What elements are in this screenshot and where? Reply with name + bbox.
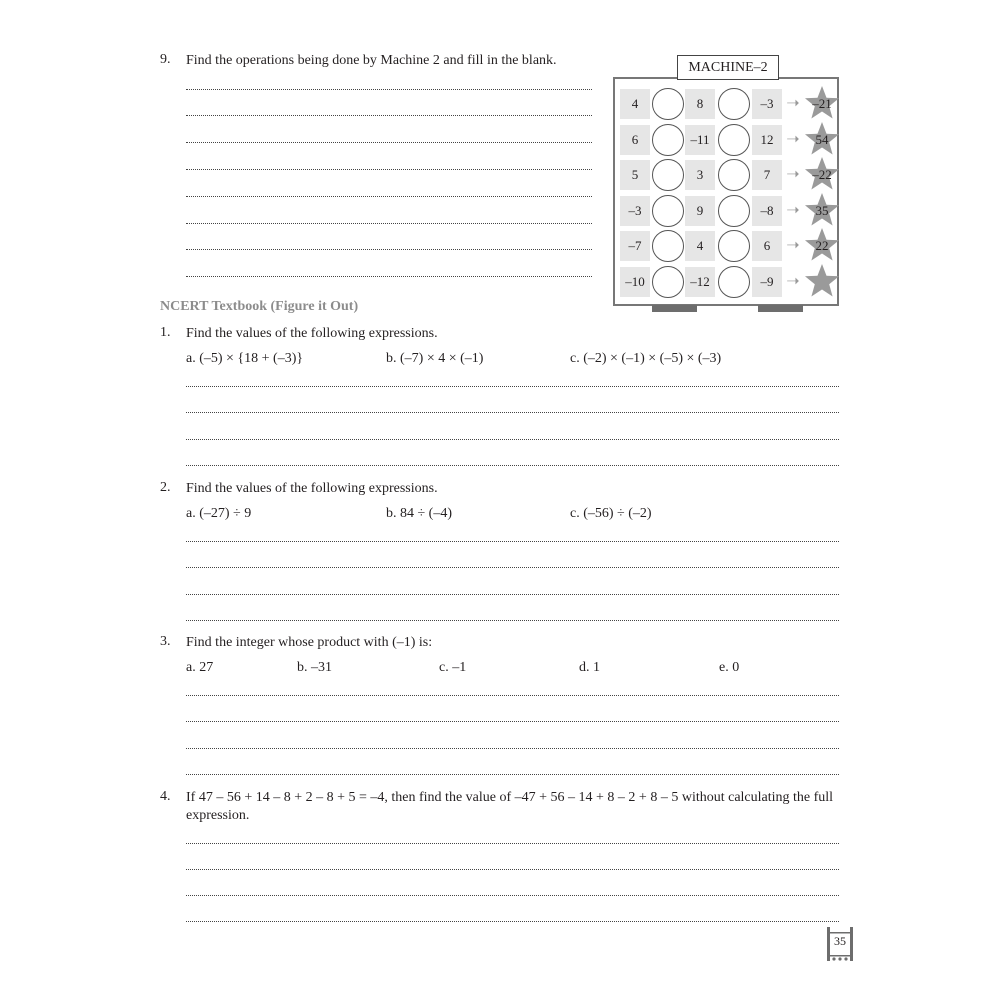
result-value: –21 bbox=[812, 96, 832, 111]
operation-circle-1[interactable] bbox=[652, 195, 684, 227]
question-3-option-c: c. –1 bbox=[439, 660, 467, 675]
input-c: 6 bbox=[752, 231, 782, 261]
star-icon bbox=[804, 263, 840, 299]
arrow-right-icon: ➝ bbox=[786, 272, 800, 290]
input-b: 9 bbox=[685, 196, 715, 226]
machine-row bbox=[620, 89, 840, 119]
answer-line[interactable] bbox=[186, 142, 592, 143]
input-b: –11 bbox=[685, 125, 715, 155]
question-9-text: Find the operations being done by Machine 2 and fill in the blank. bbox=[186, 53, 557, 68]
machine-row bbox=[620, 267, 840, 297]
answer-line[interactable] bbox=[186, 567, 839, 568]
question-1-option-c: c. (–2) × (–1) × (–5) × (–3) bbox=[570, 351, 722, 366]
question-2-option-c: c. (–56) ÷ (–2) bbox=[570, 506, 652, 521]
input-c: 12 bbox=[752, 125, 782, 155]
input-c: –9 bbox=[752, 267, 782, 297]
question-3-option-b: b. –31 bbox=[297, 660, 332, 675]
result-star bbox=[804, 156, 840, 192]
operation-circle-2[interactable] bbox=[718, 195, 750, 227]
question-3-option-e: e. 0 bbox=[719, 660, 740, 675]
answer-line[interactable] bbox=[186, 196, 592, 197]
operation-circle-1[interactable] bbox=[652, 230, 684, 262]
input-b: 4 bbox=[685, 231, 715, 261]
arrow-right-icon: ➝ bbox=[786, 237, 800, 254]
input-a: 4 bbox=[620, 89, 650, 119]
answer-line[interactable] bbox=[186, 594, 839, 595]
operation-circle-1[interactable] bbox=[652, 124, 684, 156]
result-value: –22 bbox=[812, 167, 832, 182]
answer-line[interactable] bbox=[186, 695, 839, 696]
question-1-number: 1. bbox=[160, 325, 171, 340]
input-a: 5 bbox=[620, 160, 650, 190]
answer-line[interactable] bbox=[186, 386, 839, 387]
arrow-right-icon: ➝ bbox=[786, 166, 800, 183]
result-star bbox=[804, 121, 840, 157]
arrow-right-icon: ➝ bbox=[786, 95, 800, 112]
answer-line[interactable] bbox=[186, 721, 839, 722]
answer-line[interactable] bbox=[186, 541, 839, 542]
question-1-text: Find the values of the following expressions. bbox=[186, 326, 438, 341]
answer-line[interactable] bbox=[186, 620, 839, 621]
question-4-number: 4. bbox=[160, 789, 171, 804]
input-a: 6 bbox=[620, 125, 650, 155]
answer-line[interactable] bbox=[186, 774, 839, 775]
section-title: NCERT Textbook (Figure it Out) bbox=[160, 299, 359, 314]
answer-line[interactable] bbox=[186, 869, 839, 870]
input-c: –8 bbox=[752, 196, 782, 226]
input-b: 3 bbox=[685, 160, 715, 190]
answer-line[interactable] bbox=[186, 748, 839, 749]
answer-line[interactable] bbox=[186, 439, 839, 440]
question-3-text: Find the integer whose product with (–1) is: bbox=[186, 635, 433, 650]
answer-line[interactable] bbox=[186, 249, 592, 250]
result-star bbox=[804, 192, 840, 228]
question-2-text: Find the values of the following expressions. bbox=[186, 481, 438, 496]
operation-circle-2[interactable] bbox=[718, 124, 750, 156]
machine-2-label: MACHINE–2 bbox=[677, 55, 779, 80]
operation-circle-1[interactable] bbox=[652, 159, 684, 191]
input-b: –12 bbox=[685, 267, 715, 297]
question-9-number: 9. bbox=[160, 52, 171, 67]
machine-row bbox=[620, 160, 840, 190]
question-2-number: 2. bbox=[160, 480, 171, 495]
answer-line[interactable] bbox=[186, 921, 839, 922]
question-4-text: If 47 – 56 + 14 – 8 + 2 – 8 + 5 = –4, then find the value of –47 + 56 – 14 + 8 – 2 + 8 – 5 without calculating the full expression. bbox=[186, 790, 834, 823]
question-2-option-a: a. (–27) ÷ 9 bbox=[186, 506, 252, 521]
operation-circle-2[interactable] bbox=[718, 88, 750, 120]
question-1-option-b: b. (–7) × 4 × (–1) bbox=[386, 351, 484, 366]
answer-line[interactable] bbox=[186, 115, 592, 116]
answer-line[interactable] bbox=[186, 843, 839, 844]
page-number-badge bbox=[826, 926, 854, 962]
input-c: –3 bbox=[752, 89, 782, 119]
question-2-option-b: b. 84 ÷ (–4) bbox=[386, 506, 453, 521]
operation-circle-2[interactable] bbox=[718, 230, 750, 262]
operation-circle-2[interactable] bbox=[718, 266, 750, 298]
arrow-right-icon: ➝ bbox=[786, 130, 800, 148]
answer-line[interactable] bbox=[186, 276, 592, 277]
question-1-option-a: a. (–5) × {18 + (–3)} bbox=[186, 351, 304, 366]
question-3-option-a: a. 27 bbox=[186, 660, 214, 675]
answer-line[interactable] bbox=[186, 169, 592, 170]
machine-row bbox=[620, 231, 840, 261]
machine-row bbox=[620, 196, 840, 226]
answer-line[interactable] bbox=[186, 412, 839, 413]
answer-line[interactable] bbox=[186, 223, 592, 224]
operation-circle-1[interactable] bbox=[652, 266, 684, 298]
answer-line[interactable] bbox=[186, 465, 839, 466]
result-star bbox=[804, 263, 840, 299]
page-number: 35 bbox=[834, 934, 846, 948]
answer-line[interactable] bbox=[186, 895, 839, 896]
machine-foot-left bbox=[652, 305, 697, 312]
machine-foot-right bbox=[758, 305, 803, 312]
result-star bbox=[804, 85, 840, 121]
result-value: 35 bbox=[815, 202, 829, 218]
question-3-option-d: d. 1 bbox=[579, 660, 600, 675]
arrow-right-icon: ➝ bbox=[786, 201, 800, 219]
result-value: 22 bbox=[815, 238, 829, 253]
machine-row bbox=[620, 125, 840, 155]
result-star bbox=[804, 227, 840, 263]
input-a: –7 bbox=[620, 231, 650, 261]
operation-circle-2[interactable] bbox=[718, 159, 750, 191]
input-c: 7 bbox=[752, 160, 782, 190]
input-a: –3 bbox=[620, 196, 650, 226]
input-b: 8 bbox=[685, 89, 715, 119]
input-a: –10 bbox=[620, 267, 650, 297]
operation-circle-1[interactable] bbox=[652, 88, 684, 120]
result-value: 54 bbox=[815, 131, 829, 147]
answer-line[interactable] bbox=[186, 89, 592, 90]
question-3-number: 3. bbox=[160, 634, 171, 649]
